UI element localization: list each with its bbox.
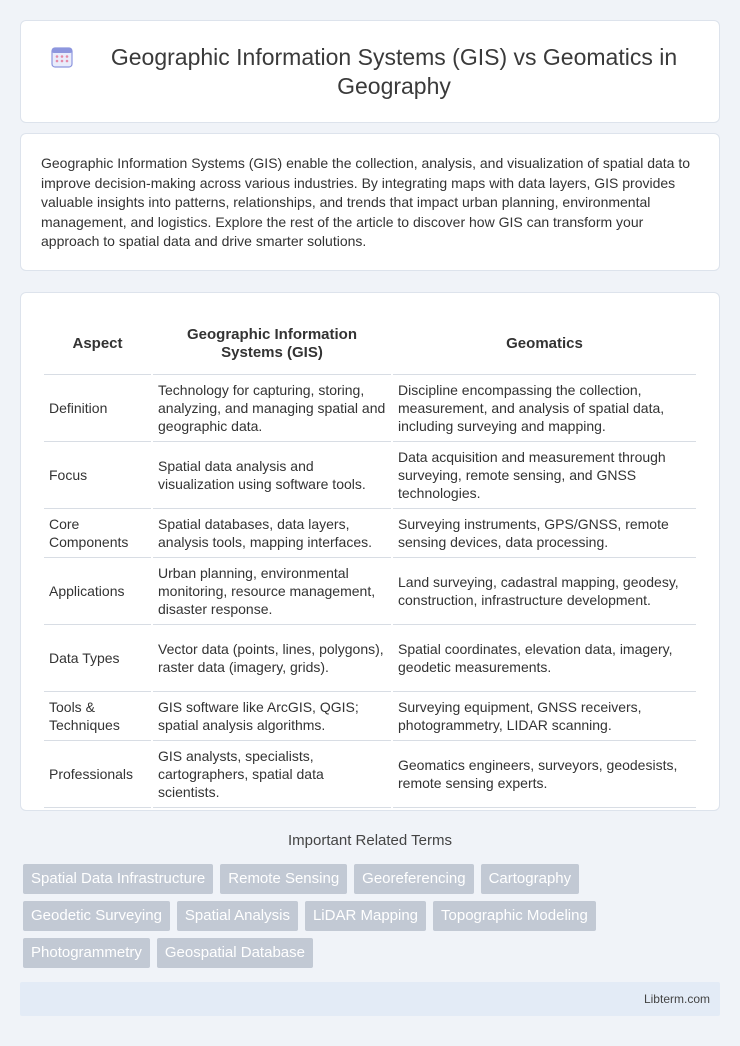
footer-site-link[interactable]: Libterm.com	[643, 992, 710, 1006]
page-title: Geographic Information Systems (GIS) vs Geomatics in Geography	[110, 43, 678, 99]
header-aspect: Aspect	[44, 313, 151, 375]
table-row	[44, 442, 696, 509]
row-aspect: Focus	[44, 442, 151, 509]
related-terms-list	[23, 864, 723, 975]
table-row	[44, 509, 696, 558]
row-geomatics: Surveying equipment, GNSS receivers, photogrammetry, LIDAR scanning.	[393, 692, 696, 741]
row-aspect: Tools & Techniques	[44, 692, 151, 741]
row-gis: GIS analysts, specialists, cartographers, spatial data scientists.	[153, 741, 391, 808]
row-gis: GIS software like ArcGIS, QGIS; spatial analysis algorithms.	[153, 692, 391, 741]
tag-row	[23, 901, 723, 931]
row-aspect: Data Types	[44, 625, 151, 692]
row-geomatics: Land surveying, cadastral mapping, geodesy, construction, infrastructure development.	[393, 558, 696, 625]
tag-topographic-modeling[interactable]: Topographic Modeling	[433, 901, 596, 931]
row-geomatics: Spatial coordinates, elevation data, imagery, geodetic measurements.	[393, 625, 696, 692]
row-aspect: Definition	[44, 375, 151, 442]
row-gis: Spatial data analysis and visualization using software tools.	[153, 442, 391, 509]
row-gis: Vector data (points, lines, polygons), raster data (imagery, grids).	[153, 625, 391, 692]
calendar-grid-icon	[51, 46, 73, 68]
intro-card	[20, 133, 720, 271]
row-geomatics: Discipline encompassing the collection, measurement, and analysis of spatial data, including surveying and mapping.	[393, 375, 696, 442]
tag-photogrammetry[interactable]: Photogrammetry	[23, 938, 150, 968]
header-card	[20, 20, 720, 123]
intro-paragraph: Geographic Information Systems (GIS) enable the collection, analysis, and visualization of spatial data to improve decision-making across various industries. By integrating maps with data layers, GIS provides valuable insights into patterns, relationships, and trends that impact urban planning, environmental management, and logistics. Explore the rest of the article to discover how GIS can transform your approach to spatial data and drive smarter solutions.	[41, 155, 691, 250]
table-row	[44, 558, 696, 625]
table-row	[44, 741, 696, 808]
footer	[20, 982, 720, 1016]
tag-row	[23, 938, 723, 968]
row-aspect: Core Components	[44, 509, 151, 558]
row-gis: Technology for capturing, storing, analyzing, and managing spatial and geographic data.	[153, 375, 391, 442]
table-row	[44, 692, 696, 741]
table-header-row	[44, 313, 696, 375]
row-aspect: Professionals	[44, 741, 151, 808]
tag-spatial-analysis[interactable]: Spatial Analysis	[177, 901, 298, 931]
tag-georeferencing[interactable]: Georeferencing	[354, 864, 473, 894]
comparison-table-card	[20, 292, 720, 811]
comparison-table	[42, 313, 698, 808]
table-row	[44, 625, 696, 692]
header-geomatics: Geomatics	[393, 313, 696, 375]
tag-geodetic-surveying[interactable]: Geodetic Surveying	[23, 901, 170, 931]
tag-remote-sensing[interactable]: Remote Sensing	[220, 864, 347, 894]
row-gis: Spatial databases, data layers, analysis tools, mapping interfaces.	[153, 509, 391, 558]
row-geomatics: Geomatics engineers, surveyors, geodesists, remote sensing experts.	[393, 741, 696, 808]
tag-cartography[interactable]: Cartography	[481, 864, 580, 894]
row-gis: Urban planning, environmental monitoring, resource management, disaster response.	[153, 558, 391, 625]
row-geomatics: Surveying instruments, GPS/GNSS, remote sensing devices, data processing.	[393, 509, 696, 558]
tag-row	[23, 864, 723, 894]
tag-spatial-data-infrastructure[interactable]: Spatial Data Infrastructure	[23, 864, 213, 894]
tag-geospatial-database[interactable]: Geospatial Database	[157, 938, 313, 968]
table-row	[44, 375, 696, 442]
row-geomatics: Data acquisition and measurement through surveying, remote sensing, and GNSS technologies.	[393, 442, 696, 509]
related-terms-title: Important Related Terms	[288, 832, 452, 849]
tag-lidar-mapping[interactable]: LiDAR Mapping	[305, 901, 426, 931]
header-gis: Geographic Information Systems (GIS)	[153, 313, 391, 375]
row-aspect: Applications	[44, 558, 151, 625]
